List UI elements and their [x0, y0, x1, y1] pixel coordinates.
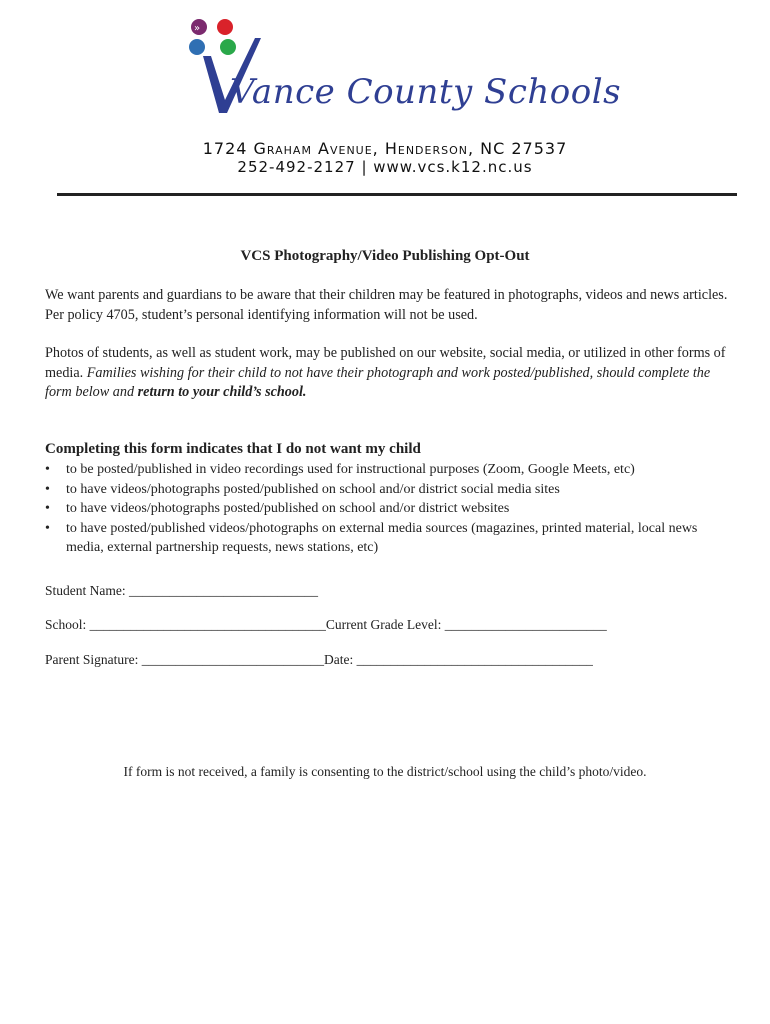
signature-date-field[interactable]: Parent Signature: ___________________________Date: ___________________________________ — [45, 652, 593, 667]
bullet-icon: • — [45, 481, 50, 497]
list-item — [45, 460, 735, 480]
student-name-field[interactable]: Student Name: ____________________________ — [45, 583, 318, 598]
list-item-text: to have videos/photographs posted/published on school and/or district social media sites — [66, 481, 560, 497]
bullet-icon: • — [45, 520, 50, 536]
list-item — [45, 480, 735, 500]
list-item — [45, 519, 735, 558]
form-title: VCS Photography/Video Publishing Opt-Out — [240, 248, 530, 264]
school-grade-field[interactable]: School: ___________________________________Current Grade Level: ________________________ — [45, 617, 607, 632]
optout-heading: Completing this form indicates that I do not want my child — [45, 441, 421, 457]
contact-line: 252-492-2127 | www.vcs.k12.nc.us — [237, 158, 533, 176]
list-item-text: to have videos/photographs posted/published on school and/or district websites — [66, 501, 510, 516]
list-item-text: to be posted/published in video recordings used for instructional purposes (Zoom, Google Meets, etc) — [66, 462, 635, 477]
media-paragraph-bold: return to your child’s school. — [137, 384, 307, 400]
optout-list — [45, 460, 735, 558]
svg-text:»: » — [194, 23, 201, 34]
bullet-icon: • — [45, 462, 50, 477]
list-item-text: to have posted/published videos/photographs on external media sources (magazines, printed material, local news media, external partnership requests, news stations, etc) — [66, 520, 698, 555]
logo-wordmark: Vance County Schools — [230, 72, 622, 112]
consent-note: If form is not received, a family is consenting to the district/school using the child’s photo/video. — [123, 764, 647, 779]
media-paragraph — [45, 344, 735, 403]
header-divider — [57, 193, 737, 196]
address-line: 1724 Graham Avenue, Henderson, NC 27537 — [202, 139, 568, 158]
media-paragraph-plain: Photos of students, as well as student work, may be published on our website, social media, or utilized in other forms of media. — [45, 345, 726, 381]
bullet-icon: • — [45, 501, 50, 516]
media-paragraph-italic: Families wishing for their child to not have their photograph and work posted/published, should complete the form below and — [45, 364, 711, 400]
list-item — [45, 499, 735, 519]
intro-paragraph: We want parents and guardians to be aware that their children may be featured in photographs, videos and news articles. Per policy 4705, student’s personal identifying information will not be used. — [45, 287, 728, 323]
